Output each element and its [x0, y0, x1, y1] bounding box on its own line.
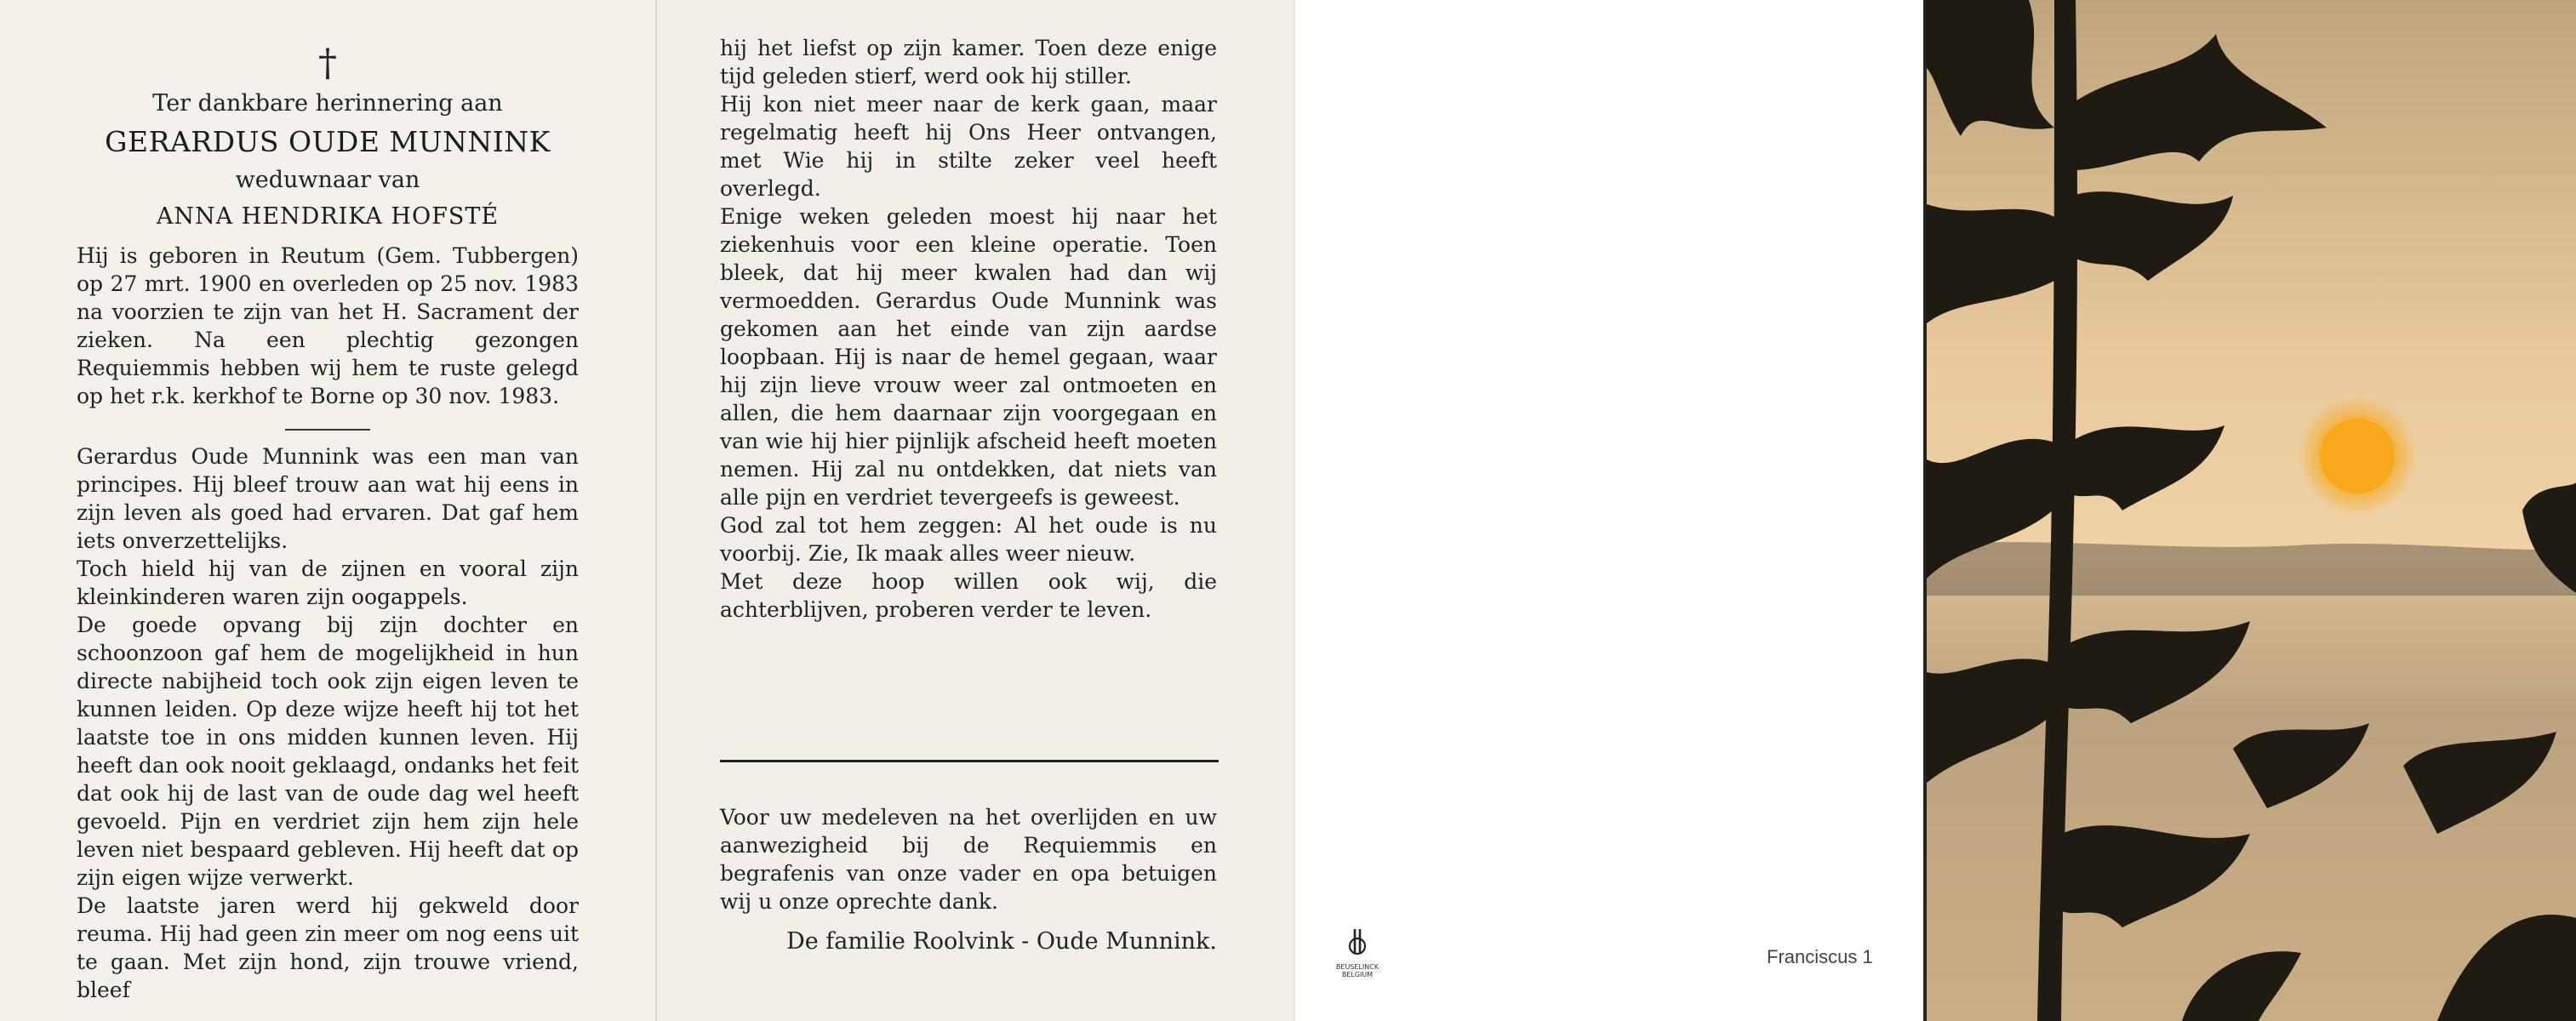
- cross-icon: †: [318, 42, 337, 85]
- publisher-name: BEUSELINCK: [1335, 963, 1379, 971]
- family-signature: De familie Roolvink - Oude Munnink.: [786, 928, 1217, 955]
- thanks-text: Voor uw medeleven na het overlijden en uw aanwezigheid bij de Requiemmis en begrafenis van onze vader en opa betuigen wij u onze oprechte dank.: [720, 805, 1217, 914]
- card-page-left: [0, 0, 655, 1021]
- card-page-right: [655, 0, 1294, 1021]
- divider: [285, 429, 370, 431]
- relation-text: weduwnaar van: [235, 167, 420, 193]
- cover-photo: [1923, 0, 2576, 1021]
- intro-text: Ter dankbare herinnering aan: [152, 90, 503, 117]
- spouse-name: ANNA HENDRIKA HOFSTÉ: [156, 203, 500, 230]
- publisher-logo-icon: [1340, 926, 1374, 960]
- publisher-logo: [1328, 926, 1387, 978]
- sunset-thistle-photo: [1927, 0, 2576, 1021]
- life-story-text: Gerardus Oude Munnink was een man van principes. Hij bleef trouw aan wat hij eens in zijn leven als goed had ervaren. Dat gaf hem iets onverzettelijks. Toch hield hij van de zijnen en vooral zijn kleinkinderen waren zijn oogappels. De goede opvang bij zijn dochter en schoonzoon gaf hem de mogelijkheid in hun directe nabijheid toch ook zijn eigen leven te kunnen leiden. Op deze wijze heeft hij tot het laatste toe in ons midden kunnen leven. Hij heeft dan ook nooit geklaagd, ondanks het feit dat ook hij de last van de oude dag wel heeft gevoeld. Pijn en verdriet zijn hem zijn hele leven niet bespaard gebleven. Hij heeft dat op zijn eigen wijze verwerkt. De laatste jaren werd hij gekweld door reuma. Hij had geen zin meer om nog eens uit te gaan. Met zijn hond, zijn trouwe vriend, bleef: [77, 444, 580, 1002]
- life-story-continuation: hij het liefst op zijn kamer. Toen deze enige tijd geleden stierf, werd ook hij stiller. Hij kon niet meer naar de kerk gaan, maar regelmatig heeft hij Ons Heer ontvangen, met Wie hij in stilte zeker veel heeft overlegd. Enige weken geleden moest hij naar het ziekenhuis voor een kleine operatie. Toen bleek, dat hij meer kwalen had dan wij vermoedden. Gerardus Oude Munnink was gekomen aan het einde van zijn aardse loopbaan. Hij is naar de hemel gegaan, waar hij zijn lieve vrouw weer zal ontmoeten en allen, die hem daarnaar zijn voorgegaan en van wie hij hier pijnlijk afscheid heeft moeten nemen. Hij zal nu ontdekken, dat niets van alle pijn en verdriet tevergeefs is geweest. God zal tot hem zeggen: Al het oude is nu voorbij. Zie, Ik maak alles weer nieuw. Met deze hoop willen ook wij, die achterblijven, proberen verder te leven.: [720, 36, 1217, 622]
- deceased-name: GERARDUS OUDE MUNNINK: [105, 125, 551, 158]
- card-back-cover: [1294, 0, 1923, 1021]
- publisher-country: BELGIUM: [1341, 971, 1374, 978]
- card-design-name: Franciscus 1: [1767, 946, 1873, 967]
- biography-paragraph: Hij is geboren in Reutum (Gem. Tubbergen) op 27 mrt. 1900 en overleden op 25 nov. 1983 na voorzien te zijn van het H. Sacrament der zieken. Na een plechtig gezongen Requiemmis hebben wij hem te ruste gelegd op het r.k. kerkhof te Borne op 30 nov. 1983.: [77, 243, 579, 408]
